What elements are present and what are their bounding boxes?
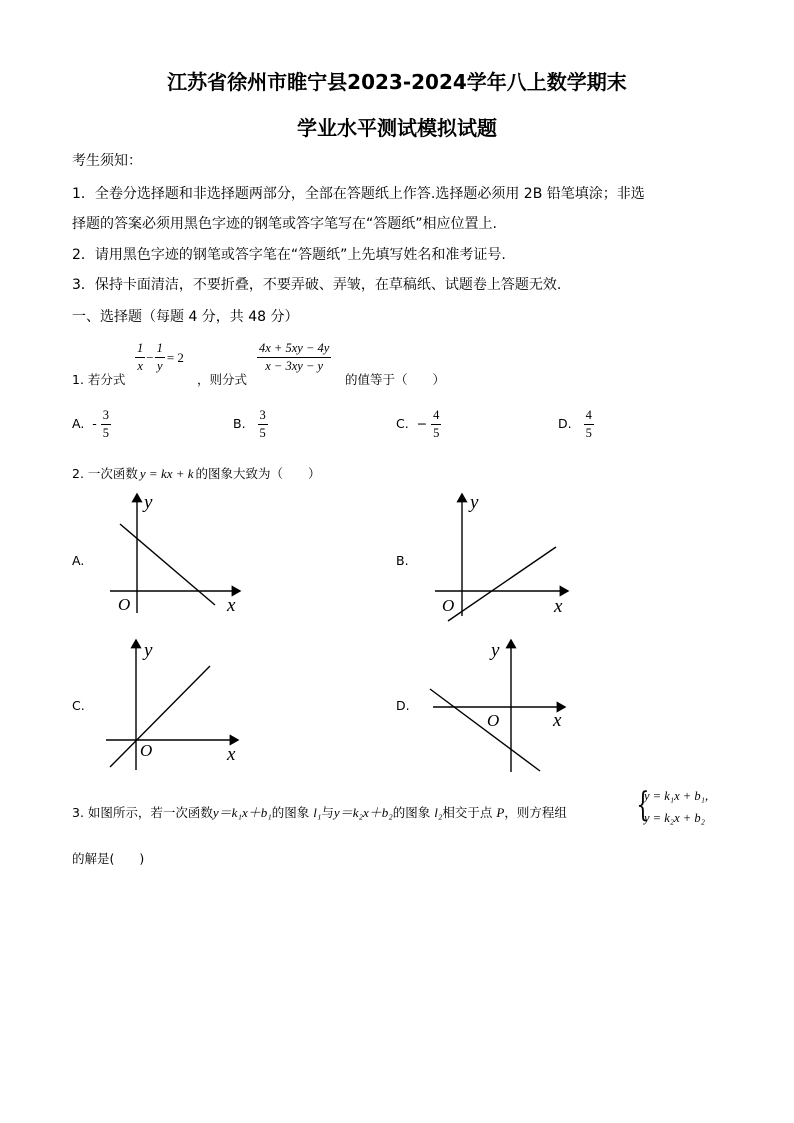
- q3-stem-line-2: 的解是( ): [72, 851, 145, 866]
- q2-graph-c[interactable]: [100, 634, 250, 774]
- q2-graph-a[interactable]: [100, 488, 250, 618]
- notes-heading: 考生须知：: [72, 153, 142, 169]
- graph-a-origin-label: O: [118, 595, 131, 614]
- q1-option-c[interactable]: C. − $\frac{4}{5}$: [396, 408, 440, 440]
- graph-b-origin-label: O: [442, 596, 455, 615]
- graph-a-x-label: x: [227, 595, 236, 616]
- note-line-1: 1．全卷分选择题和非选择题两部分，全部在答题纸上作答.选择题必须用 2B 铅笔填涂；非选: [72, 186, 645, 202]
- q3-stem: 3. 如图所示，若一次函数y＝k₁x＋b₁的图象 l₁与y＝k₂x＋b₂的图象 l₂相交于点 P，则方程组: [72, 805, 567, 820]
- q3-system-line-2: y = k₂x + b₂: [644, 811, 705, 825]
- graph-c-x-label: x: [227, 744, 236, 765]
- note-line-4: 3．保持卡面清洁，不要折叠，不要弄破、弄皱，在草稿纸、试题卷上答题无效.: [72, 277, 562, 293]
- q2-option-d-label[interactable]: D.: [396, 698, 410, 713]
- q1-option-b[interactable]: B. $\frac{3}{5}$: [233, 408, 266, 440]
- q2-option-b-label[interactable]: B.: [396, 553, 409, 568]
- q3-system-line-1: y = k₁x + b₁,: [644, 789, 709, 803]
- q2-option-a-label[interactable]: A.: [72, 553, 85, 568]
- graph-a-y-label: y: [144, 492, 153, 513]
- q1-cond-frac-2: $\frac{1}{y}$: [156, 341, 163, 373]
- q2-graph-d[interactable]: [425, 634, 575, 774]
- q1-option-a[interactable]: A. - $\frac{3}{5}$: [72, 408, 110, 440]
- page-subtitle: 学业水平测试模拟试题: [297, 116, 497, 140]
- q1-option-d[interactable]: D. $\frac{4}{5}$: [558, 408, 592, 440]
- q1-mid: ，则分式: [197, 372, 248, 387]
- q2-stem: 2. 一次函数 y = kx + k 的图象大致为（ ）: [72, 466, 321, 481]
- graph-d-origin-label: O: [487, 711, 500, 730]
- q1-expression: $\frac{4x + 5xy - 4y}{x - 3xy - y}$: [259, 341, 330, 373]
- q2-option-c-label[interactable]: C.: [72, 698, 85, 713]
- q1-suffix: 的值等于（ ）: [345, 372, 446, 387]
- q1-condition: $\frac{1}{x}$ − $\frac{1}{y}$ = 2: [137, 341, 184, 373]
- graph-b-x-label: x: [554, 596, 563, 617]
- graph-d-y-label: y: [491, 640, 500, 661]
- graph-c-y-label: y: [144, 640, 153, 661]
- section-heading: 一、选择题（每题 4 分，共 48 分）: [72, 309, 299, 325]
- q2-graph-b[interactable]: [430, 488, 580, 623]
- page-title: 江苏省徐州市睢宁县2023-2024学年八上数学期末: [167, 70, 627, 94]
- note-line-2: 择题的答案必须用黑色字迹的钢笔或答字笔写在“答题纸”相应位置上.: [72, 216, 497, 232]
- q1-prefix: 1. 若分式: [72, 372, 126, 387]
- left-brace-icon: {: [636, 785, 650, 825]
- q1-cond-frac-1: $\frac{1}{x}$: [137, 341, 144, 373]
- graph-c-origin-label: O: [140, 741, 153, 760]
- graph-b-y-label: y: [470, 492, 479, 513]
- graph-d-x-label: x: [553, 710, 562, 731]
- note-line-3: 2．请用黑色字迹的钢笔或答字笔在“答题纸”上先填写姓名和准考证号.: [72, 247, 506, 263]
